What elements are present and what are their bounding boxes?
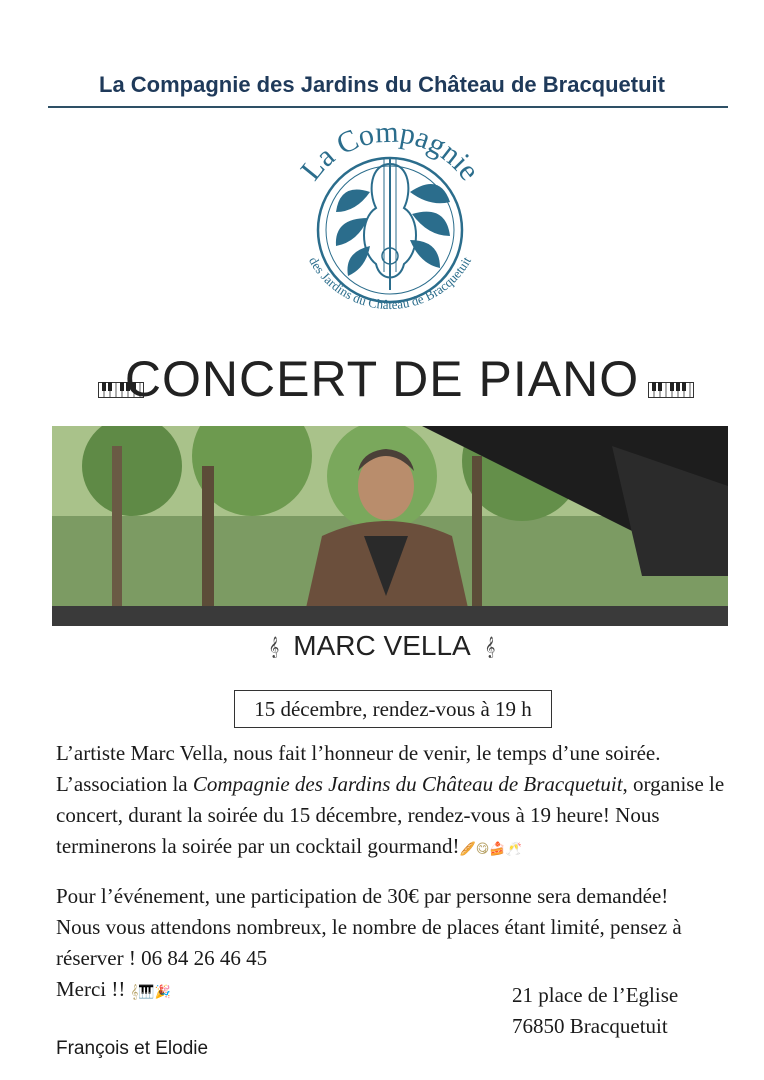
address-line-2: 76850 Bracquetuit	[512, 1014, 668, 1038]
artist-name-line	[0, 630, 764, 662]
description-text: , organise le concert, durant la soirée du 15 décembre, rendez-vous à 19 heure! Nous terminerons la soirée par un cocktail gourmand!	[56, 772, 725, 858]
description-text: L’artiste Marc Vella, nous fait l’honneur de venir, le temps d’une soirée. L’association la	[56, 741, 661, 796]
music-emoji-icons: 𝄞🎹🎉	[130, 985, 171, 1000]
logo-arc-top-text: La Compagnie	[294, 122, 486, 187]
treble-clef-icon: 𝄞	[268, 637, 280, 659]
logo-emblem-icon	[280, 122, 500, 332]
event-title: CONCERT DE PIANO	[124, 351, 640, 407]
reservation-text: Nous vous attendons nombreux, le nombre de places étant limité, pensez à réserver ! 06 84 26 46 45	[56, 915, 682, 970]
artist-name: MARC VELLA	[293, 630, 471, 661]
logo-arc-bottom-text: des Jardins du Château de Bracquetuit	[306, 254, 474, 313]
price-text: Pour l’événement, une participation de 30€ par personne sera demandée!	[56, 884, 669, 908]
description-paragraph	[56, 738, 746, 865]
association-logo	[280, 122, 500, 332]
header-divider	[48, 106, 728, 108]
pianist-photo	[52, 426, 728, 626]
treble-clef-icon: 𝄞	[484, 637, 496, 659]
signature: François et Elodie	[56, 1038, 209, 1059]
food-emoji-icons: 🥖😋🍰🥂	[459, 842, 522, 857]
piano-keys-icon	[648, 382, 694, 398]
association-name-italic: Compagnie des Jardins du Château de Bracquetuit	[192, 772, 623, 796]
header-title: La Compagnie des Jardins du Château de Bracquetuit	[99, 72, 665, 97]
address-line-1: 21 place de l’Eglise	[512, 983, 679, 1007]
address	[512, 980, 678, 1042]
event-date-box: 15 décembre, rendez-vous à 19 h	[234, 690, 552, 728]
thanks-text: Merci !!	[56, 977, 131, 1001]
